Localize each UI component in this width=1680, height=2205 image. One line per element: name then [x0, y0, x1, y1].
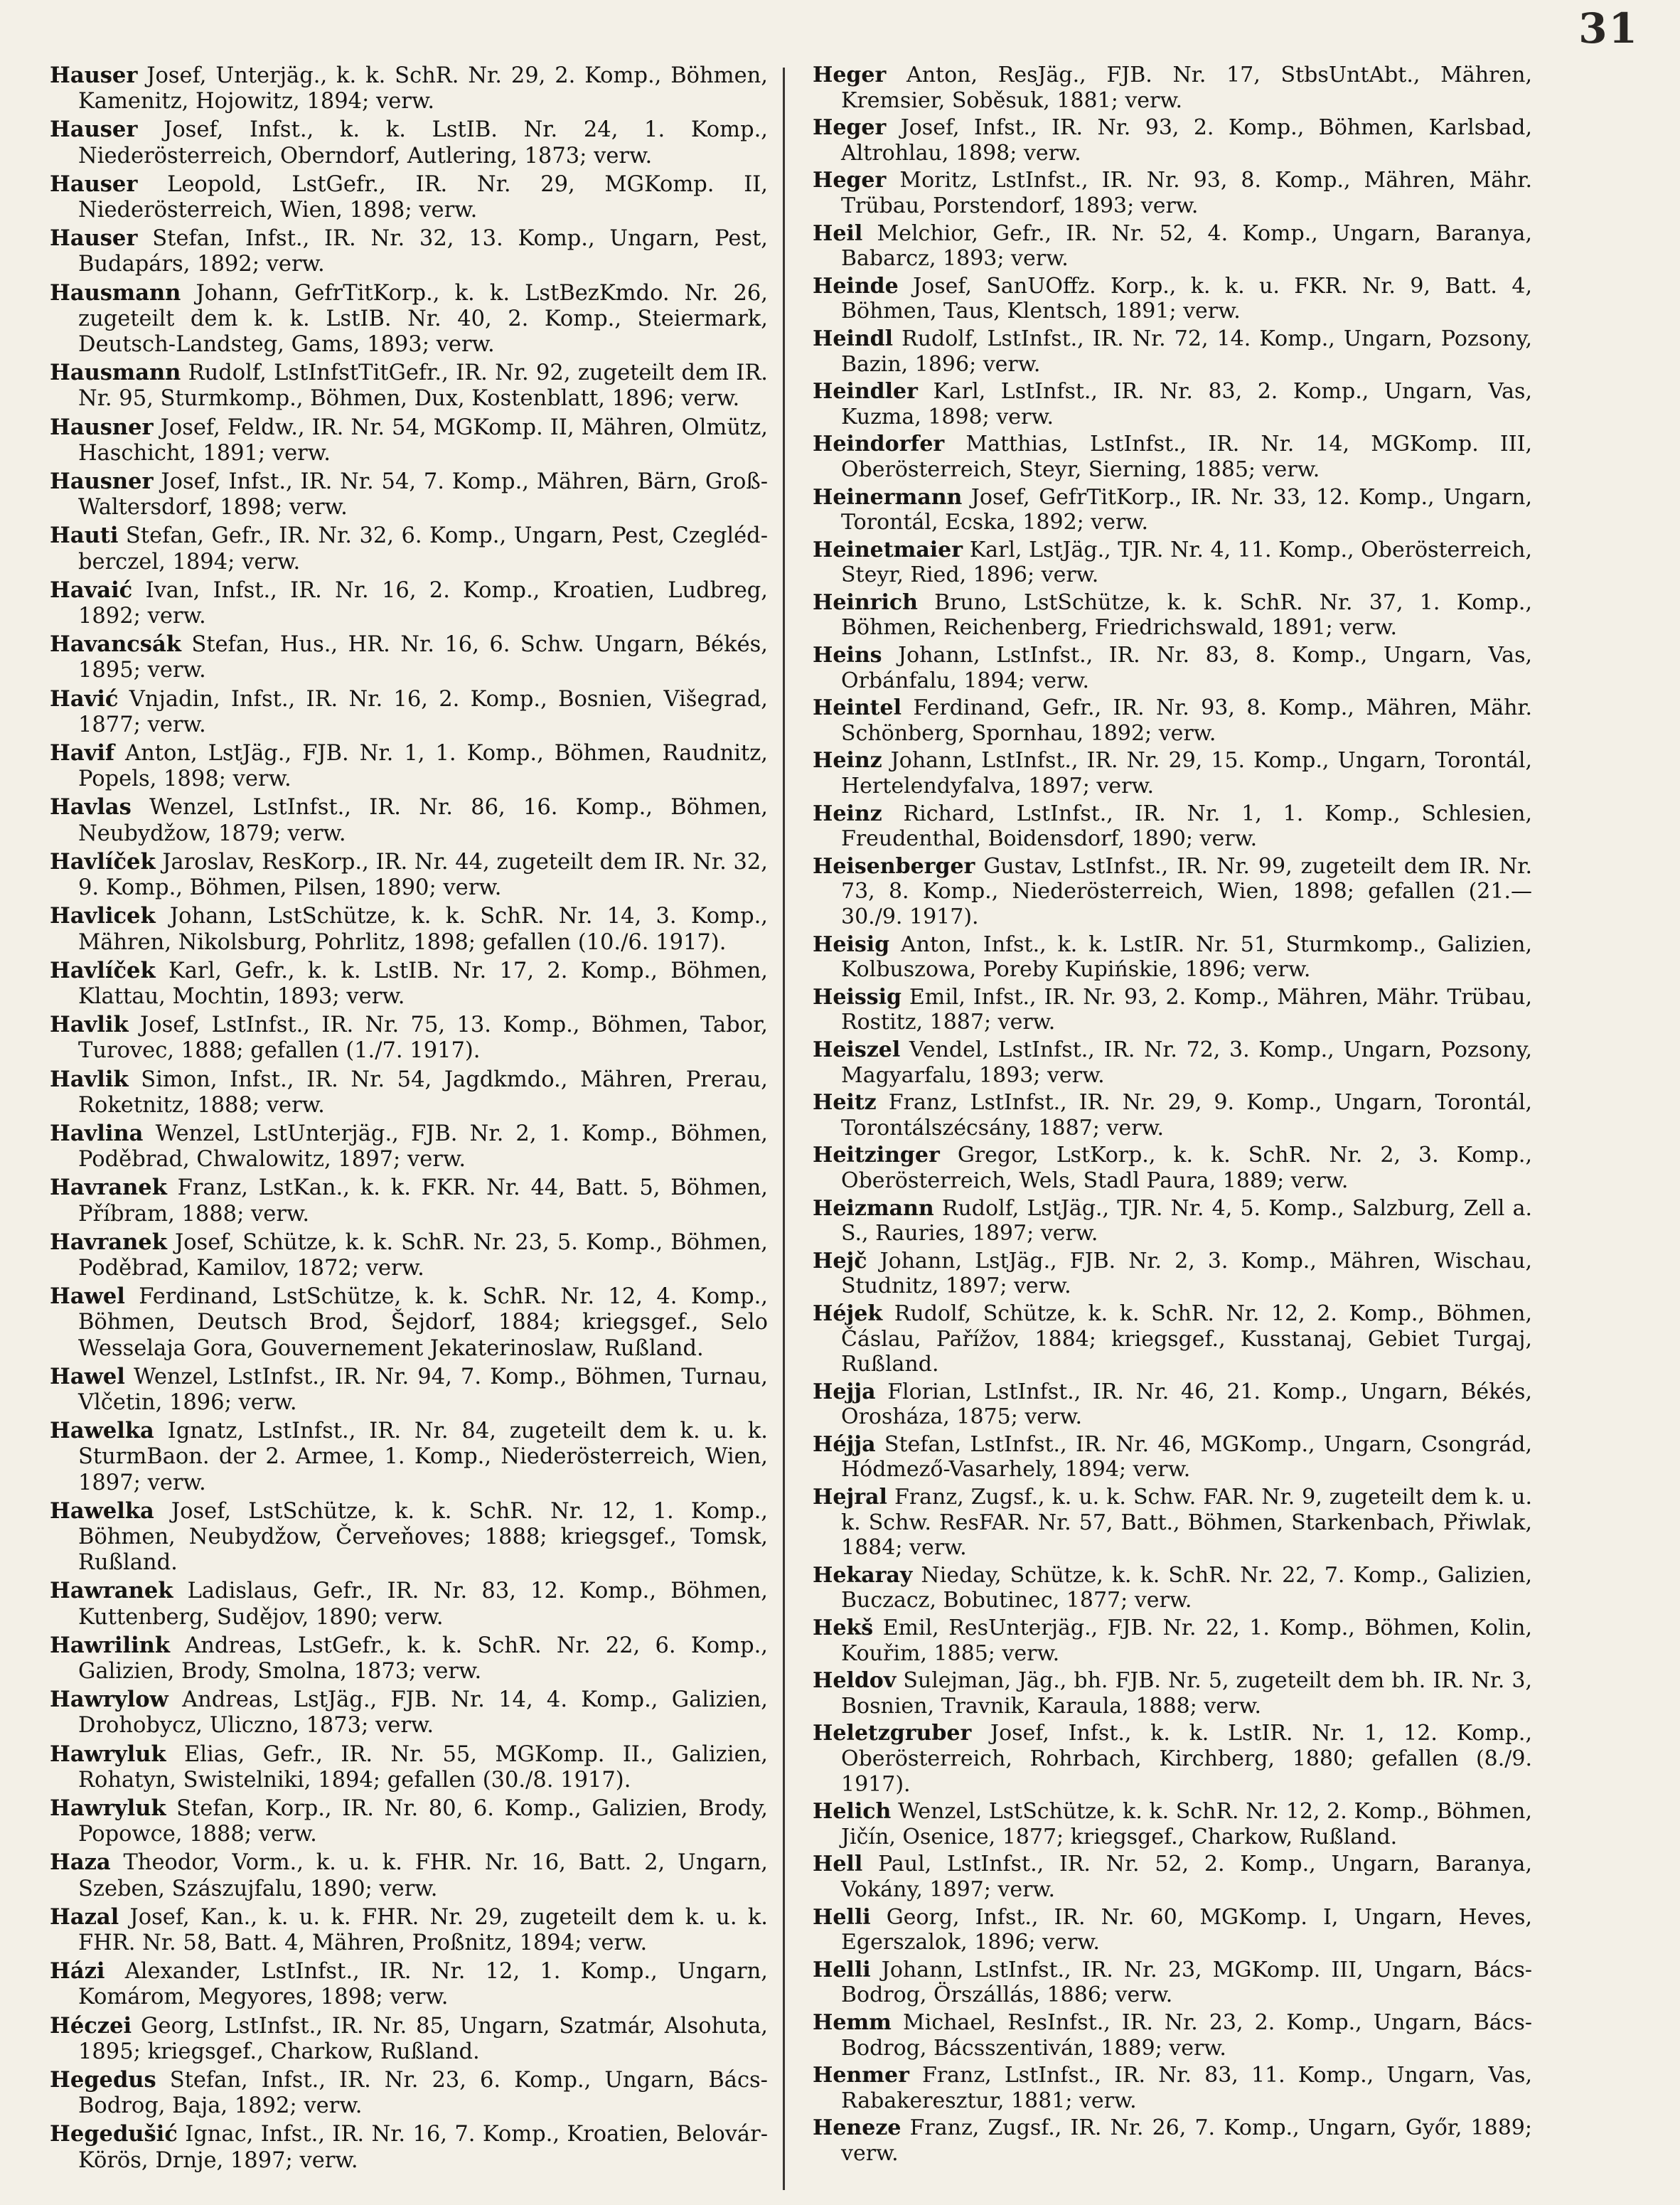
entry-surname: Hausner [50, 414, 154, 440]
register-entry [50, 1418, 768, 1496]
register-entry [813, 1432, 1532, 1483]
entry-details: Josef, Infst., k. k. LstIR. Nr. 1, 12. Komp., Oberösterreich, Rohrbach, Kirchberg, 1880; gefallen (8./9. 1917). [841, 1721, 1532, 1797]
entry-details: Elias, Gefr., IR. Nr. 55, MGKomp. II., Galizien, Rohatyn, Swistelniki, 1894; gefallen (30./8. 1917). [78, 1741, 768, 1793]
entry-details: Stefan, Infst., IR. Nr. 23, 6. Komp., Ungarn, Bács-Bodrog, Baja, 1892; verw. [78, 2068, 768, 2119]
register-entry [813, 1852, 1532, 1902]
entry-surname: Hemm [813, 2009, 892, 2035]
entry-surname: Hell [813, 1852, 863, 1877]
entry-details: Wenzel, LstInfst., IR. Nr. 86, 16. Komp., Böhmen, Neubydžow, 1879; verw. [78, 795, 768, 846]
entry-surname: Havaić [50, 577, 133, 603]
register-entry [50, 958, 768, 1010]
entry-surname: Haza [50, 1849, 111, 1876]
register-entry [813, 1249, 1532, 1299]
register-entry [50, 1633, 768, 1685]
entry-surname: Hauser [50, 63, 138, 88]
register-entry [50, 903, 768, 955]
entry-details: Richard, LstInfst., IR. Nr. 1, 1. Komp., Schlesien, Freudenthal, Boidensdorf, 1890; verw. [841, 801, 1532, 852]
entry-surname: Hausmann [50, 279, 181, 306]
register-entry [813, 485, 1532, 535]
entry-surname: Héjek [813, 1301, 883, 1326]
entry-details: Matthias, LstInfst., IR. Nr. 14, MGKomp. III, Oberösterreich, Steyr, Sierning, 1885; verw. [841, 432, 1532, 482]
entry-surname: Hauser [50, 117, 138, 143]
entry-details: Karl, LstInfst., IR. Nr. 83, 2. Komp., Ungarn, Vas, Kuzma, 1898; verw. [841, 379, 1532, 429]
entry-surname: Helli [813, 1957, 871, 1982]
register-entry [813, 1485, 1532, 1561]
entry-surname: Hegedušić [50, 2121, 178, 2147]
entry-details: Anton, ResJäg., FJB. Nr. 17, StbsUntAbt., Mähren, Kremsier, Soběsuk, 1881; verw. [841, 63, 1532, 113]
entry-surname: Heger [813, 63, 887, 87]
register-entry [50, 2067, 768, 2119]
entry-details: Andreas, LstGefr., k. k. SchR. Nr. 22, 6. Komp., Galizien, Brody, Smolna, 1873; verw. [78, 1633, 768, 1684]
entry-details: Stefan, Gefr., IR. Nr. 32, 6. Komp., Ungarn, Pest, Czegléd-berczel, 1894; verw. [78, 523, 768, 575]
entry-details: Josef, Infst., IR. Nr. 54, 7. Komp., Mähren, Bärn, Groß-Waltersdorf, 1898; verw. [78, 469, 768, 520]
entry-details: Emil, Infst., IR. Nr. 93, 2. Komp., Mähren, Mähr. Trübau, Rostitz, 1887; verw. [841, 984, 1532, 1035]
register-entry [813, 1037, 1532, 1088]
register-entry [50, 469, 768, 520]
entry-surname: Hauti [50, 523, 119, 549]
entry-details: Anton, Infst., k. k. LstIR. Nr. 51, Sturmkomp., Galizien, Kolbuszowa, Poreby Kupińskie, 1896; verw. [841, 931, 1532, 983]
entry-surname: Hejral [813, 1485, 887, 1510]
entry-details: Stefan, Hus., HR. Nr. 16, 6. Schw. Ungarn, Békés, 1895; verw. [78, 632, 768, 683]
register-entry [50, 1958, 768, 2010]
entry-details: Paul, LstInfst., IR. Nr. 52, 2. Komp., Ungarn, Baranya, Vokány, 1897; verw. [841, 1852, 1532, 1902]
entry-surname: Heissig [813, 984, 901, 1010]
entry-details: Josef, Infst., IR. Nr. 93, 2. Komp., Böhmen, Karlsbad, Altrohlau, 1898; verw. [841, 115, 1532, 166]
register-entry [813, 1799, 1532, 1849]
register-entry [50, 171, 768, 223]
register-entry [50, 1795, 768, 1847]
entry-details: Ivan, Infst., IR. Nr. 16, 2. Komp., Kroatien, Ludbreg, 1892; verw. [78, 577, 768, 629]
register-entry [50, 740, 768, 792]
register-entry [50, 280, 768, 358]
entry-surname: Hekaray [813, 1562, 913, 1588]
entry-details: Rudolf, LstInfstTitGefr., IR. Nr. 92, zugeteilt dem IR. Nr. 95, Sturmkomp., Böhmen, Dux, Kostenblatt, 1896; verw. [78, 361, 769, 412]
register-entry [813, 2115, 1532, 2166]
register-entry [50, 1067, 768, 1118]
entry-details: Johann, LstSchütze, k. k. SchR. Nr. 14, 3. Komp., Mähren, Nikolsburg, Pohrlitz, 1898; gefallen (10./6. 1917). [78, 904, 768, 955]
entry-surname: Hawranek [50, 1578, 173, 1604]
entry-details: Michael, ResInfst., IR. Nr. 23, 2. Komp., Ungarn, Bács-Bodrog, Bácsszentiván, 1889; verw. [841, 2009, 1532, 2061]
entry-surname: Hawel [50, 1283, 125, 1310]
register-entry [50, 1175, 768, 1227]
entry-details: Stefan, LstInfst., IR. Nr. 46, MGKomp., Ungarn, Csongrád, Hódmező-Vasarhely, 1894; verw. [841, 1431, 1532, 1483]
entry-surname: Henmer [813, 2063, 909, 2088]
register-entry [50, 631, 768, 683]
entry-surname: Helli [813, 1904, 871, 1930]
entry-surname: Héczei [50, 2012, 132, 2039]
entry-details: Stefan, Infst., IR. Nr. 32, 13. Komp., Ungarn, Pest, Budapárs, 1892; verw. [78, 226, 768, 277]
entry-surname: Heindl [813, 326, 894, 351]
left-column [50, 63, 768, 2176]
entry-surname: Heitz [813, 1090, 877, 1116]
entry-surname: Heins [813, 643, 882, 668]
entry-surname: Hejč [813, 1248, 867, 1274]
register-entry [813, 1090, 1532, 1141]
entry-details: Rudolf, LstInfst., IR. Nr. 72, 14. Komp., Ungarn, Pozsony, Bazin, 1896; verw. [841, 326, 1532, 377]
register-entry [50, 2013, 768, 2065]
entry-details: Josef, LstSchütze, k. k. SchR. Nr. 12, 1. Komp., Böhmen, Neubydžow, Červeňoves; 1888; kriegsgef., Tomsk, Rußland. [78, 1498, 768, 1576]
entry-details: Bruno, LstSchütze, k. k. SchR. Nr. 37, 1. Komp., Böhmen, Reichenberg, Friedrichswald, 1891; verw. [841, 589, 1532, 641]
entry-details: Gregor, LstKorp., k. k. SchR. Nr. 2, 3. Komp., Oberösterreich, Wels, Stadl Paura, 1889; verw. [841, 1143, 1532, 1193]
register-entry [813, 1563, 1532, 1613]
entry-details: Ferdinand, Gefr., IR. Nr. 93, 8. Komp., Mähren, Mähr. Schönberg, Spornhau, 1892; verw. [841, 695, 1532, 746]
register-entry [813, 590, 1532, 641]
entry-details: Wenzel, LstInfst., IR. Nr. 94, 7. Komp., Böhmen, Turnau, Vlčetin, 1896; verw. [78, 1364, 768, 1415]
entry-surname: Héjja [813, 1431, 876, 1457]
entry-surname: Heindler [813, 379, 918, 405]
entry-surname: Heindorfer [813, 432, 945, 457]
register-entry [813, 1721, 1532, 1797]
register-entry [813, 1143, 1532, 1193]
register-entry [813, 985, 1532, 1035]
entry-details: Josef, Infst., k. k. LstIB. Nr. 24, 1. Komp., Niederösterreich, Oberndorf, Autlering, 1873; verw. [78, 117, 768, 169]
entry-details: Josef, Feldw., IR. Nr. 54, MGKomp. II, Mähren, Olmütz, Haschicht, 1891; verw. [78, 415, 768, 466]
right-column [813, 63, 1532, 2169]
register-entry [813, 432, 1532, 482]
register-entry [50, 794, 768, 846]
entry-surname: Hawelka [50, 1418, 154, 1444]
entry-details: Melchior, Gefr., IR. Nr. 52, 4. Komp., Ungarn, Baranya, Babarcz, 1893; verw. [841, 220, 1532, 272]
register-entry [50, 686, 768, 738]
entry-details: Franz, Zugsf., k. u. k. Schw. FAR. Nr. 9, zugeteilt dem k. u. k. Schw. ResFAR. Nr. 57, Batt., Böhmen, Starkenbach, Přiwlak, 1884; verw. [841, 1485, 1532, 1561]
register-entry [50, 1904, 768, 1956]
entry-details: Wenzel, LstSchütze, k. k. SchR. Nr. 12, 2. Komp., Böhmen, Jičín, Osenice, 1877; kriegsgef., Charkow, Rußland. [841, 1799, 1532, 1849]
register-entry [813, 854, 1532, 930]
register-entry [813, 1196, 1532, 1246]
entry-surname: Heisenberger [813, 853, 975, 879]
register-entry [813, 748, 1532, 799]
entry-surname: Hawryluk [50, 1795, 166, 1821]
register-entry [50, 523, 768, 575]
entry-details: Florian, LstInfst., IR. Nr. 46, 21. Komp., Ungarn, Békés, Orosháza, 1875; verw. [841, 1379, 1532, 1430]
entry-details: Ignac, Infst., IR. Nr. 16, 7. Komp., Kroatien, Belovár-Körös, Drnje, 1897; verw. [78, 2122, 768, 2173]
entry-details: Vendel, LstInfst., IR. Nr. 72, 3. Komp., Ungarn, Pozsony, Magyarfalu, 1893; verw. [841, 1037, 1532, 1088]
entry-surname: Hawryluk [50, 1741, 166, 1767]
entry-details: Franz, Zugsf., IR. Nr. 26, 7. Komp., Ungarn, Győr, 1889; verw. [841, 2115, 1532, 2166]
register-entry [813, 2010, 1532, 2061]
entry-surname: Hawrylow [50, 1687, 168, 1713]
entry-surname: Heger [813, 168, 887, 193]
entry-details: Rudolf, Schütze, k. k. SchR. Nr. 12, 2. Komp., Böhmen, Čáslau, Pařížov, 1884; kriegsgef., Kusstanaj, Gebiet Turgaj, Rußland. [841, 1301, 1532, 1377]
entry-details: Leopold, LstGefr., IR. Nr. 29, MGKomp. II, Niederösterreich, Wien, 1898; verw. [78, 171, 768, 223]
entry-surname: Havlas [50, 794, 132, 821]
entry-details: Georg, Infst., IR. Nr. 60, MGKomp. I, Ungarn, Heves, Egerszalok, 1896; verw. [841, 1904, 1532, 1955]
entry-surname: Heinermann [813, 484, 963, 510]
entry-details: Wenzel, LstUnterjäg., FJB. Nr. 2, 1. Komp., Böhmen, Poděbrad, Chwalowitz, 1897; verw. [78, 1121, 768, 1173]
entry-surname: Havif [50, 740, 115, 767]
page-number: 31 [1578, 4, 1639, 53]
entry-surname: Hegedus [50, 2067, 156, 2093]
register-entry [50, 1229, 768, 1281]
register-entry [813, 538, 1532, 588]
entry-surname: Havlíček [50, 957, 156, 983]
entry-surname: Hekš [813, 1616, 874, 1641]
entry-surname: Heinz [813, 801, 882, 826]
register-entry [813, 274, 1532, 324]
entry-surname: Heisig [813, 931, 890, 957]
entry-surname: Heinrich [813, 589, 918, 615]
entry-surname: Havlíček [50, 848, 156, 875]
entry-details: Rudolf, LstJäg., TJR. Nr. 4, 5. Komp., Salzburg, Zell a. S., Rauries, 1897; verw. [841, 1195, 1532, 1246]
entry-details: Josef, GefrTitKorp., IR. Nr. 33, 12. Komp., Ungarn, Torontál, Ecska, 1892; verw. [841, 484, 1532, 535]
entry-surname: Hazal [50, 1904, 119, 1930]
register-entry [50, 1498, 768, 1576]
register-entry [50, 415, 768, 466]
entry-surname: Hauser [50, 225, 138, 252]
register-entry [813, 326, 1532, 377]
entry-details: Franz, LstInfst., IR. Nr. 83, 11. Komp., Ungarn, Vas, Rabakeresztur, 1881; verw. [841, 2063, 1532, 2113]
entry-details: Stefan, Korp., IR. Nr. 80, 6. Komp., Galizien, Brody, Popowce, 1888; verw. [78, 1796, 768, 1847]
register-entry [813, 801, 1532, 852]
entry-details: Sulejman, Jäg., bh. FJB. Nr. 5, zugeteilt dem bh. IR. Nr. 3, Bosnien, Travnik, Karaula, 1888; verw. [841, 1668, 1532, 1719]
entry-details: Andreas, LstJäg., FJB. Nr. 14, 4. Komp., Galizien, Drohobycz, Uliczno, 1873; verw. [78, 1687, 768, 1739]
entry-details: Johann, LstInfst., IR. Nr. 83, 8. Komp., Ungarn, Vas, Orbánfalu, 1894; verw. [841, 643, 1532, 693]
register-entry [813, 695, 1532, 746]
register-entry [50, 1741, 768, 1793]
register-entry [50, 1364, 768, 1416]
register-entry [813, 1301, 1532, 1377]
entry-surname: Havancsák [50, 631, 181, 658]
register-entry [50, 1687, 768, 1739]
entry-details: Franz, LstKan., k. k. FKR. Nr. 44, Batt. 5, Böhmen, Příbram, 1888; verw. [78, 1175, 768, 1227]
register-entry [50, 117, 768, 169]
entry-details: Josef, SanUOffz. Korp., k. k. u. FKR. Nr. 9, Batt. 4, Böhmen, Taus, Klentsch, 1891; verw. [841, 273, 1532, 324]
entry-surname: Havranek [50, 1175, 167, 1201]
entry-surname: Heitzinger [813, 1143, 940, 1168]
entry-surname: Havlik [50, 1012, 129, 1038]
entry-details: Karl, Gefr., k. k. LstIB. Nr. 17, 2. Komp., Böhmen, Klattau, Mochtin, 1893; verw. [78, 958, 769, 1009]
register-entry [50, 1283, 768, 1362]
register-entry [50, 1121, 768, 1173]
entry-surname: Hawel [50, 1363, 125, 1389]
register-entry [813, 115, 1532, 166]
register-entry [813, 63, 1532, 113]
entry-surname: Heger [813, 115, 887, 141]
entry-details: Ladislaus, Gefr., IR. Nr. 83, 12. Komp., Böhmen, Kuttenberg, Sudějov, 1890; verw. [78, 1579, 768, 1630]
entry-surname: Hausmann [50, 360, 181, 386]
register-entry [813, 1958, 1532, 2008]
entry-surname: Heinetmaier [813, 537, 963, 562]
entry-details: Ferdinand, LstSchütze, k. k. SchR. Nr. 12, 4. Komp., Böhmen, Deutsch Brod, Šejdorf, 1884; kriegsgef., Selo Wesselaja Gora, Gouvernement Jekaterinoslaw, Rußland. [78, 1284, 768, 1361]
register-entry [50, 2121, 768, 2173]
entry-details: Georg, LstInfst., IR. Nr. 85, Ungarn, Szatmár, Alsohuta, 1895; kriegsgef., Charkow, Rußland. [78, 2013, 768, 2064]
entry-surname: Heletzgruber [813, 1721, 972, 1746]
entry-surname: Hejja [813, 1379, 876, 1404]
entry-details: Emil, ResUnterjäg., FJB. Nr. 22, 1. Komp., Böhmen, Kolin, Kouřim, 1885; verw. [841, 1616, 1533, 1666]
entry-details: Jaroslav, ResKorp., IR. Nr. 44, zugeteilt dem IR. Nr. 32, 9. Komp., Böhmen, Pilsen, 1890; verw. [78, 849, 768, 901]
entry-details: Josef, LstInfst., IR. Nr. 75, 13. Komp., Böhmen, Tabor, Turovec, 1888; gefallen (1./7. 1917). [78, 1013, 768, 1064]
register-entry [50, 1578, 768, 1630]
entry-details: Vnjadin, Infst., IR. Nr. 16, 2. Komp., Bosnien, Višegrad, 1877; verw. [78, 686, 768, 737]
register-entry [813, 1379, 1532, 1430]
register-entry [50, 849, 768, 901]
entry-surname: Heneze [813, 2115, 901, 2141]
entry-details: Franz, LstInfst., IR. Nr. 29, 9. Komp., Ungarn, Torontál, Torontálszécsány, 1887; verw. [841, 1090, 1532, 1141]
entry-surname: Heil [813, 220, 863, 246]
entry-surname: Havlina [50, 1120, 144, 1146]
entry-surname: Helich [813, 1799, 892, 1825]
register-entry [50, 63, 768, 114]
register-entry [813, 932, 1532, 983]
register-entry [813, 221, 1532, 272]
register-entry [50, 1849, 768, 1901]
register-entry [50, 1012, 768, 1064]
register-entry [813, 168, 1532, 218]
entry-details: Johann, LstJäg., FJB. Nr. 2, 3. Komp., Mähren, Wischau, Studnitz, 1897; verw. [841, 1248, 1532, 1299]
entry-details: Karl, LstJäg., TJR. Nr. 4, 11. Komp., Oberösterreich, Steyr, Ried, 1896; verw. [841, 537, 1532, 588]
register-entry [813, 2063, 1532, 2113]
entry-surname: Heizmann [813, 1195, 934, 1221]
entry-surname: Havić [50, 685, 119, 712]
entry-details: Josef, Kan., k. u. k. FHR. Nr. 29, zugeteilt dem k. u. k. FHR. Nr. 58, Batt. 4, Mähren, Proßnitz, 1894; verw. [78, 1904, 768, 1956]
entry-details: Johann, LstInfst., IR. Nr. 23, MGKomp. III, Ungarn, Bács-Bodrog, Örszállás, 1886; verw. [841, 1957, 1533, 2008]
entry-details: Nieday, Schütze, k. k. SchR. Nr. 22, 7. Komp., Galizien, Buczacz, Bobutinec, 1877; verw. [841, 1562, 1533, 1613]
entry-details: Gustav, LstInfst., IR. Nr. 99, zugeteilt dem IR. Nr. 73, 8. Komp., Niederösterreich, Wien, 1898; gefallen (21.—30./9. 1917). [841, 853, 1532, 929]
entry-surname: Havlik [50, 1066, 129, 1092]
entry-surname: Hauser [50, 171, 138, 197]
entry-surname: Heinde [813, 273, 899, 299]
register-entry [813, 379, 1532, 429]
register-entry [813, 1668, 1532, 1719]
entry-surname: Házi [50, 1958, 105, 1985]
register-entry [813, 643, 1532, 693]
entry-details: Alexander, LstInfst., IR. Nr. 12, 1. Komp., Ungarn, Komárom, Megyores, 1898; verw. [78, 1959, 768, 2010]
entry-surname: Havlicek [50, 903, 156, 929]
register-entry [813, 1616, 1532, 1666]
column-divider [783, 68, 785, 2190]
entry-details: Moritz, LstInfst., IR. Nr. 93, 8. Komp., Mähren, Mähr. Trübau, Porstendorf, 1893; verw. [841, 168, 1532, 218]
register-entry [50, 360, 768, 412]
entry-details: Johann, GefrTitKorp., k. k. LstBezKmdo. Nr. 26, zugeteilt dem k. k. LstIB. Nr. 40, 2. Komp., Steiermark, Deutsch-Landsteg, Gams, 1893; verw. [78, 280, 768, 358]
entry-details: Simon, Infst., IR. Nr. 54, Jagdkmdo., Mähren, Prerau, Roketnitz, 1888; verw. [78, 1067, 768, 1118]
entry-surname: Heinz [813, 748, 882, 774]
register-entry [50, 577, 768, 629]
register-entry [50, 225, 768, 277]
entry-surname: Heintel [813, 695, 901, 721]
entry-details: Theodor, Vorm., k. u. k. FHR. Nr. 16, Batt. 2, Ungarn, Szeben, Szászujfalu, 1890; verw. [78, 1850, 768, 1901]
entry-details: Anton, LstJäg., FJB. Nr. 1, 1. Komp., Böhmen, Raudnitz, Popels, 1898; verw. [78, 741, 768, 792]
entry-details: Ignatz, LstInfst., IR. Nr. 84, zugeteilt dem k. u. k. SturmBaon. der 2. Armee, 1. Komp., Niederösterreich, Wien, 1897; verw. [78, 1419, 768, 1495]
entry-surname: Havranek [50, 1229, 167, 1255]
entry-details: Josef, Unterjäg., k. k. SchR. Nr. 29, 2. Komp., Böhmen, Kamenitz, Hojowitz, 1894; verw. [78, 63, 768, 114]
entry-surname: Heiszel [813, 1037, 901, 1062]
entry-surname: Hausner [50, 469, 154, 495]
entry-details: Johann, LstInfst., IR. Nr. 29, 15. Komp., Ungarn, Torontál, Hertelendyfalva, 1897; verw. [841, 748, 1532, 799]
entry-surname: Hawrilink [50, 1632, 170, 1658]
entry-surname: Heldov [813, 1668, 897, 1694]
register-entry [813, 1905, 1532, 1955]
entry-surname: Hawelka [50, 1497, 154, 1524]
entry-details: Josef, Schütze, k. k. SchR. Nr. 23, 5. Komp., Böhmen, Poděbrad, Kamilov, 1872; verw. [78, 1229, 768, 1281]
